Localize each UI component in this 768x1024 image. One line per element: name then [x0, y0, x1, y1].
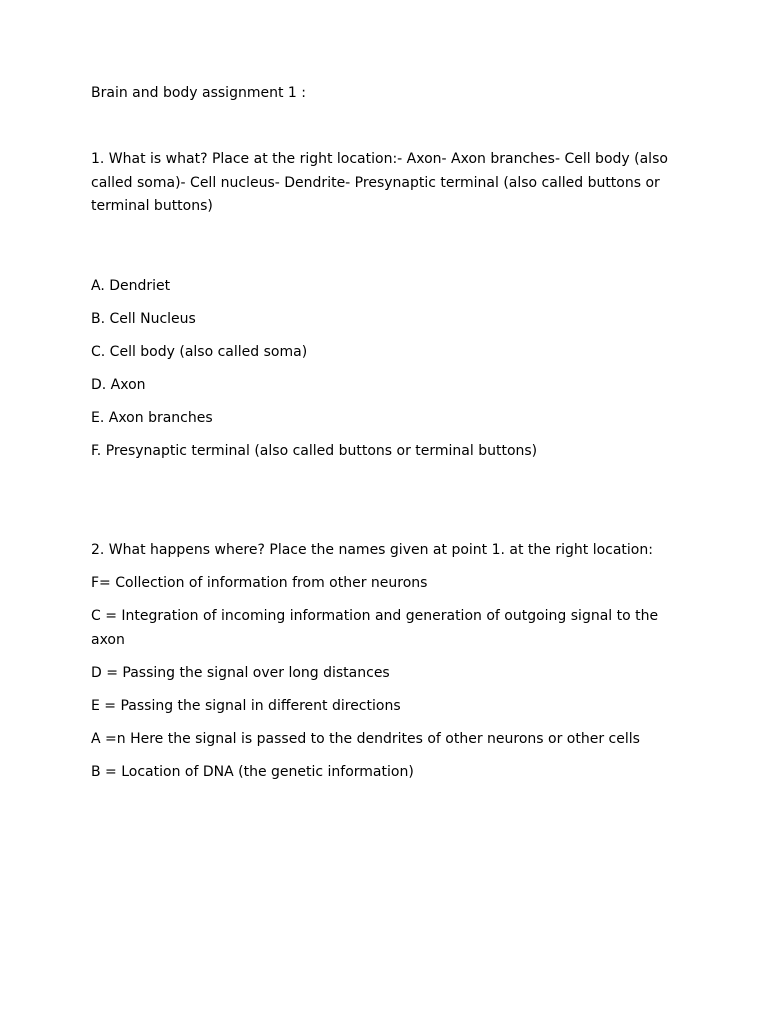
question-2-answer-f: F= Collection of information from other neurons: [91, 575, 428, 591]
question-2-answer-a: A =n Here the signal is passed to the dendrites of other neurons or other cells: [91, 731, 640, 747]
question-1-answer-a: A. Dendriet: [91, 278, 171, 294]
question-2-answer-e: E = Passing the signal in different directions: [91, 698, 401, 714]
question-2-prompt: 2. What happens where? Place the names given at point 1. at the right location:: [91, 542, 653, 558]
question-2-answer-d: D = Passing the signal over long distances: [91, 665, 390, 681]
question-1-answer-b: B. Cell Nucleus: [91, 311, 196, 327]
question-2-answer-b: B = Location of DNA (the genetic information): [91, 764, 414, 780]
question-2-answer-c: C = Integration of incoming information and generation of outgoing signal to the axon: [91, 608, 659, 648]
document-title: Brain and body assignment 1 :: [91, 85, 306, 101]
question-1-answer-e: E. Axon branches: [91, 410, 213, 426]
question-1-answer-c: C. Cell body (also called soma): [91, 344, 308, 360]
question-1-answer-f: F. Presynaptic terminal (also called buttons or terminal buttons): [91, 443, 538, 459]
question-1-answer-d: D. Axon: [91, 377, 146, 393]
question-1-prompt: 1. What is what? Place at the right location:- Axon- Axon branches- Cell body (also called soma)- Cell nucleus- Dendrite- Presynaptic terminal (also called buttons or terminal buttons): [91, 151, 668, 214]
